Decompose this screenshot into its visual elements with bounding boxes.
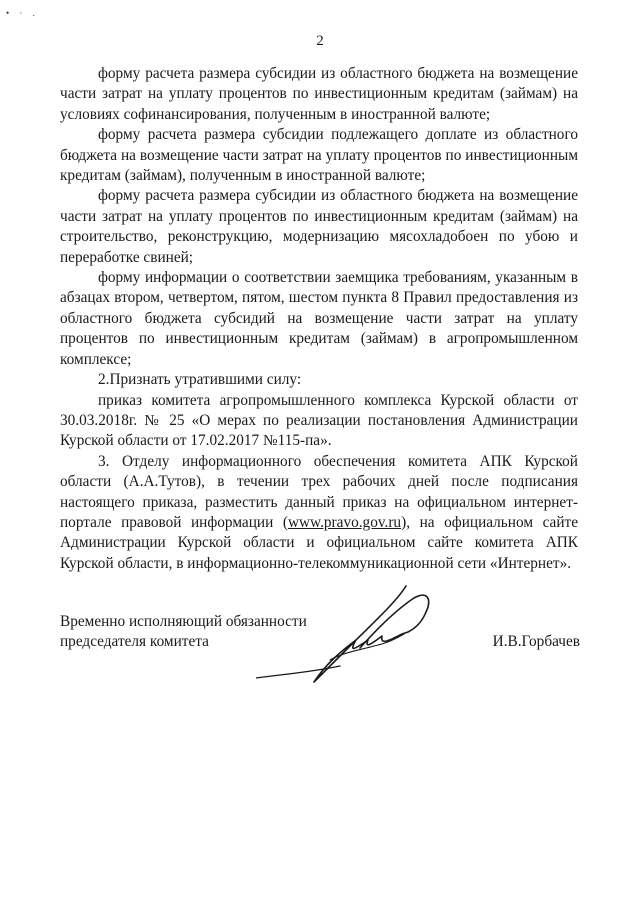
item-3-text-before: 3. Отделу информационного обеспечения комитета АПК Курской области (А.А.Тутов), в течении трех рабочих дней после подписания настоящего приказа, разместить данный приказ на официальном интернет-портале правовой информации ( (60, 452, 578, 531)
pravo-gov-link[interactable]: www.pravo.gov.ru (287, 513, 402, 531)
paragraph-form-surcharge: форму расчета размера субсидии подлежащего доплате из областного бюджета на возмещение части затрат на уплату процентов по инвестиционным кредитам (займам), полученным в иностранной валюте; (60, 126, 578, 185)
item-3-text-after: ), на официальном сайте Администрации Курской области и официальном сайте комитета АПК Курской области, в информационно-телекоммуникационной сети «Интернет». (60, 513, 579, 572)
signer-position-line2: председателя комитета (60, 633, 209, 651)
paragraph-form-cofinancing: форму расчета размера субсидии из областного бюджета на возмещение части затрат на уплату процентов по инвестиционным кредитам (займам) на условиях софинансирования, полученным в иностранной валюте; (60, 65, 578, 123)
page-number: 2 (316, 33, 324, 49)
paragraph-item-2-heading: 2.Признать утратившими силу: (98, 371, 302, 389)
paragraph-form-borrower-info: форму информации о соответствии заемщика требованиям, указанным в абзацах втором, четвертом, пятом, шестом пункта 8 Правил предоставления из областного бюджета субсидий на возмещение части затрат на уплату процентов по инвестиционным кредитам (займам) в агропромышленном комплексе; (60, 269, 578, 368)
paragraph-form-slaughterhouse: форму расчета размера субсидии из областного бюджета на возмещение части затрат на уплату процентов по инвестиционным кредитам (займам) на строительство, реконструкцию, модернизацию мясохладобоен по убою и переработке свиней; (60, 187, 578, 266)
signer-position-line1: Временно исполняющий обязанности (60, 613, 307, 630)
signer-name: И.В.Горбачев (492, 633, 580, 650)
document-body (60, 64, 578, 574)
handwritten-signature (256, 582, 446, 692)
scan-artifact: • · . (6, 8, 39, 18)
paragraph-item-3 (60, 452, 578, 574)
paragraph-repealed-order: приказ комитета агропромышленного комплекса Курской области от 30.03.2018г. № 25 «О мерах по реализации постановления Администрации Курской области от 17.02.2017 №115-па». (60, 391, 578, 450)
